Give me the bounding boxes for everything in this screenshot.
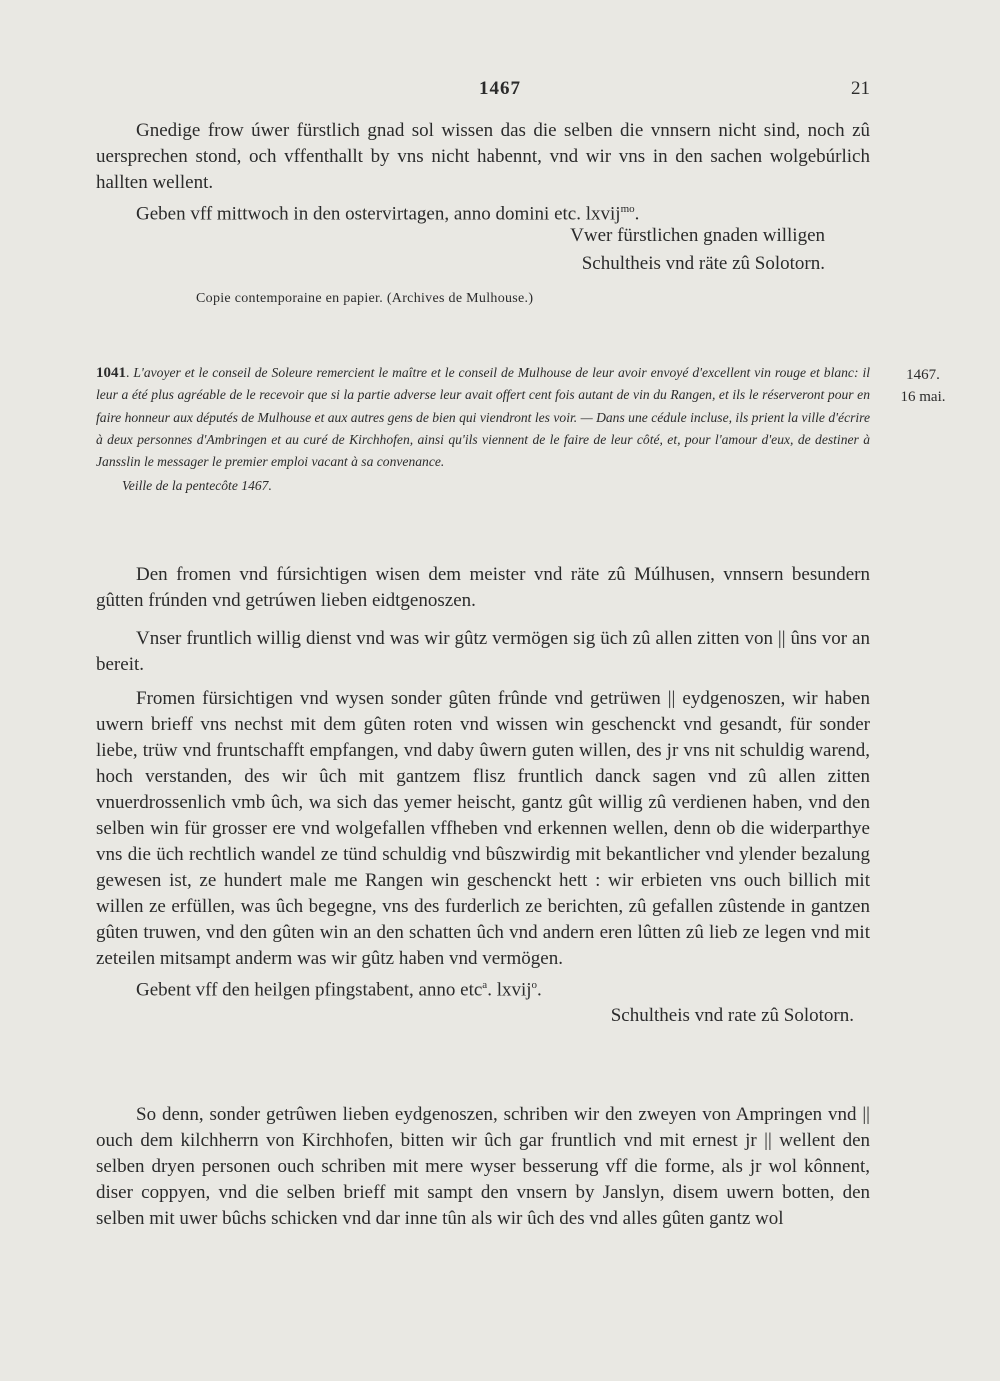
margin-date (888, 364, 958, 408)
signature-line-1: Vwer fürstlichen gnaden willigen (570, 225, 825, 246)
document-number: 1041 (96, 365, 126, 381)
postscript-text (96, 1102, 870, 1232)
page-number: 21 (851, 78, 870, 99)
postscript-paragraph: So denn, sonder getrûwen lieben eydgenoszen, schriben wir den zweyen von Ampringen vnd || ouch dem kilchherrn von Kirchhofen, bitten wir ûch gar fruntlich vnd mit ernest jr || wellent den selben dryen personen ouch schriben mit mere wyser besserung vff die forme, als jr wol kônnent, diser coppyen, vnd die selben brieff mit sampt den vnsern by Janslyn, disem uwern botten, den selben mit uwer bûchs schicken vnd dar inne tûn als wir ûch des vnd alles gûten gantz wol (96, 1104, 870, 1229)
regest-text: L'avoyer et le conseil de Soleure remercient le maître et le conseil de Mulhouse de leur avoir envoyé d'excellent vin rouge et blanc: il leur a été plus agréable de le recevoir que si la partie adverse leur avait offert cent fois autant de vin du Rangen, et ils le réserveront pour en faire honneur aux députés de Mulhouse et aux autres gens de bien qui viendront les voir. — Dans une cédule incluse, ils prient la ville d'écrire à deux personnes d'Ambringen et au curé de Kirchhofen, ainsi qu'ils viennent de le faire de leur côté, et, pour l'amour d'eux, de destiner à Jansslin le messager le premier emploi vacant à sa convenance. (96, 365, 871, 470)
letter-2-dating: Gebent vff den heilgen pfingstabent, anno etc$^a$. lxvij$^o$. (136, 979, 542, 1001)
margin-day: 16 mai. (900, 389, 946, 405)
letter-2-greeting: Vnser fruntlich willig dienst vnd was wir gûtz vermögen sig üch zû allen zitten von || ûns vor an bereit. (96, 628, 870, 675)
letter-1-signature (460, 222, 825, 278)
running-head-year: 1467 (479, 78, 521, 99)
signature-line-2: Schultheis vnd räte zû Solotorn. (581, 253, 825, 274)
letter-2-signature: Schultheis vnd rate zû Solotorn. (610, 1005, 854, 1027)
regest-summary: 1041. L'avoyer et le conseil de Soleure remercient le maître et le conseil de Mulhouse de leur avoir envoyé d'excellent vin rouge et blanc: il leur a été plus agréable de le recevoir que si la partie adverse leur avait offert cent fois autant de vin du Rangen, et ils le réserveront pour en faire honneur aux députés de Mulhouse et aux autres gens de bien qui viendront les voir. — Dans une cédule incluse, ils prient la ville d'écrire à deux personnes d'Ambringen et au curé de Kirchhofen, ainsi qu'ils viennent de le faire de leur côté, et, pour l'amour d'eux, de destiner à Jansslin le messager le premier emploi vacant à sa convenance. Veille de la pentecôte 1467. (96, 362, 870, 498)
letter-2-text (96, 562, 870, 1029)
letter-2-address: Den fromen vnd fúrsichtigen wisen dem meister vnd räte zû Múlhusen, vnnsern besundern gûtten frúnden vnd getrúwen lieben eidtgenoszen. (96, 564, 870, 611)
letter-1-dating: Geben vff mittwoch in den ostervirtagen, anno domini etc. lxvij$^{mo}$. (136, 203, 640, 225)
margin-year: 1467. (906, 367, 940, 383)
letter-2-body: Fromen fürsichtigen vnd wysen sonder gûten frûnde vnd getrüwen || eydgenoszen, wir haben uwern brieff vns nechst mit dem gûten roten vnd wissen win geschenckt vnd gesandt, für sonder liebe, trüw vnd fruntschafft empfangen, vnd daby ûwern guten willen, des jr vns nit schuldig warend, hoch verstanden, des wir ûch mit gantzem flisz fruntlich danck sagen vnd zû allen zitten vnuerdrossenlich vmb ûch, wa sich das yemer heischt, gantz gût willig zû verdienen haben, vnd den selben win für grosser ere vnd wolgefallen vffheben vnd erkennen wellen, denn ob die widerparthye vns die üch rechtlich wandel ze tünd schuldig vnd bûszwirdig mit bekantlicher vnd ylender bezalung gewesen ist, ze hundert male me Rangen win geschenckt hett : wir erbieten vns ouch billich mit willen ze erfüllen, was ûch begegne, vns des furderlich ze berichten, zû gefallen zûstende in gantzen gûten truwen, vnd den gûten win an den schatten ûch vnd andern eren lûtten zû lieb ze legen vnd mit zeteilen mitsampt anderm was wir gûtz haben vnd vermögen. (96, 688, 870, 969)
letter-1-text (96, 118, 870, 227)
letter-1-paragraph: Gnedige frow úwer fürstlich gnad sol wissen das die selben die vnnsern nicht sind, noch zû uersprechen stond, och vffenthallt by vns nicht habennt, vnd wir vns in den sachen wolgebúrlich hallten wellent. (96, 120, 870, 193)
regest-date: Veille de la pentecôte 1467. (122, 478, 272, 494)
source-note: Copie contemporaine en papier. (Archives de Mulhouse.) (196, 291, 534, 306)
